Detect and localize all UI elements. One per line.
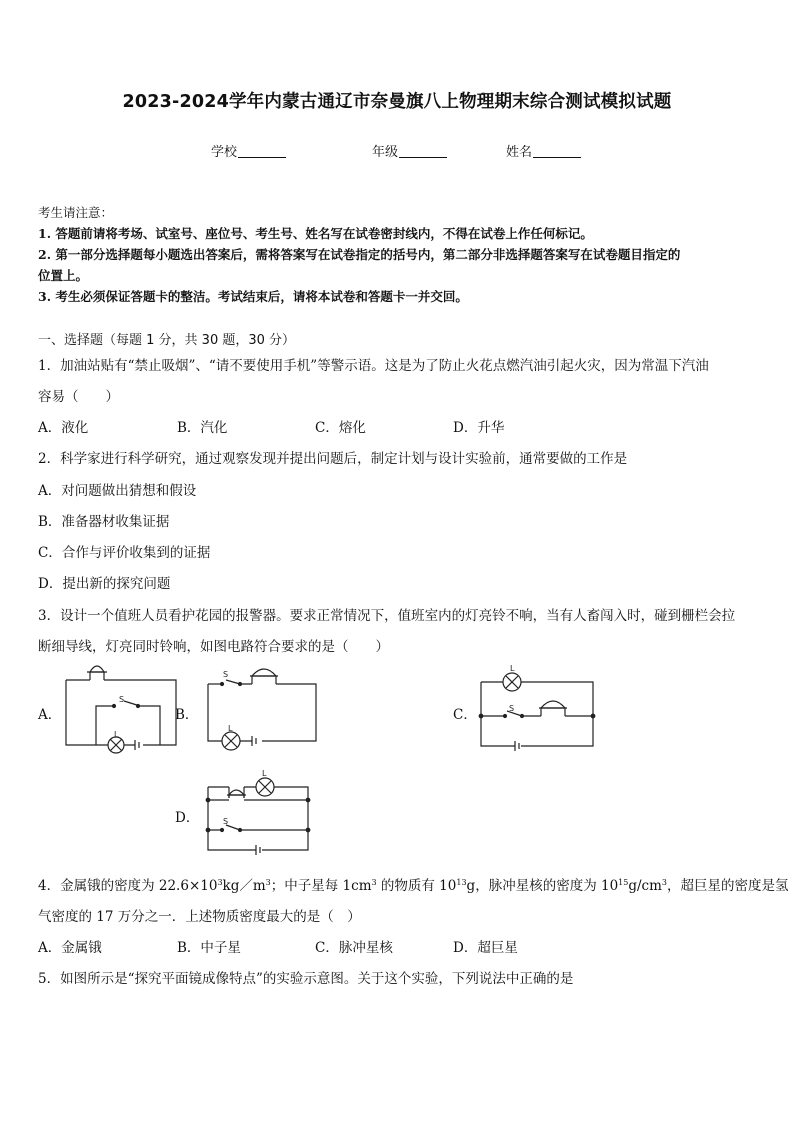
q4-option-b[interactable]: B．中子星 xyxy=(177,940,241,956)
circuit-a-lamp-label: L xyxy=(114,730,119,739)
q4-stem-line2: 气密度的 17 万分之一．上述物质密度最大的是（ ） xyxy=(38,909,361,925)
q5-stem: 5．如图所示是“探究平面镜成像特点”的实验示意图。关于这个实验，下列说法中正确的是 xyxy=(38,971,574,987)
circuit-d-lamp-label: L xyxy=(262,769,267,778)
q3-option-d[interactable]: D． xyxy=(175,810,200,826)
q1-option-a[interactable]: A．液化 xyxy=(38,420,89,436)
notice-heading: 考生请注意： xyxy=(38,205,114,220)
circuit-b-lamp-label: L xyxy=(228,724,233,733)
notice-item-2-cont: 位置上。 xyxy=(38,268,89,283)
circuit-a-switch-label: S xyxy=(119,695,125,704)
school-label: 学校 xyxy=(211,145,238,160)
q4-option-d[interactable]: D．超巨星 xyxy=(453,940,518,956)
q3-option-c[interactable]: C． xyxy=(453,707,477,723)
notice-item-3: 3. 考生必须保证答题卡的整洁。考试结束后，请将本试卷和答题卡一并交回。 xyxy=(38,289,468,304)
q3-stem-line2: 断细导线，灯亮同时铃响，如图电路符合要求的是（ ） xyxy=(38,639,389,655)
q1-option-d[interactable]: D．升华 xyxy=(453,420,505,436)
circuit-b-switch-label: S xyxy=(223,670,229,679)
q3-option-a[interactable]: A． xyxy=(38,707,62,723)
q4-option-a[interactable]: A．金属锇 xyxy=(38,940,102,956)
q2-option-d[interactable]: D．提出新的探究问题 xyxy=(38,576,171,592)
q4-stem-line1: 4．金属锇的密度为 $22.6\times 10^3kg/m^3$；中子星每 $1cm^3$ 的物质有 $10^{13}g$，脉冲星核的密度为 $10^{15}g/cm^3$，超巨星的密度是氢 xyxy=(38,878,789,894)
q2-option-a[interactable]: A．对问题做出猜想和假设 xyxy=(38,483,197,499)
circuit-b[interactable] xyxy=(208,669,316,750)
q3-option-b[interactable]: B． xyxy=(175,707,199,723)
circuit-c-switch-label: S xyxy=(509,704,515,713)
q3-stem-line1: 3．设计一个值班人员看护花园的报警器。要求正常情况下，值班室内的灯亮铃不响，当有人畜闯入时，碰到栅栏会拉 xyxy=(38,608,736,624)
q2-option-c[interactable]: C．合作与评价收集到的证据 xyxy=(38,545,211,561)
page-title: 2023-2024学年内蒙古通辽市奈曼旗八上物理期末综合测试模拟试题 xyxy=(122,92,672,112)
q1-option-b[interactable]: B．汽化 xyxy=(177,420,228,436)
name-label: 姓名 xyxy=(506,145,533,160)
q2-option-b[interactable]: B．准备器材收集证据 xyxy=(38,514,170,530)
circuit-d[interactable] xyxy=(206,778,310,855)
q1-stem-line2: 容易（ ） xyxy=(38,389,119,405)
q2-stem: 2．科学家进行科学研究，通过观察发现并提出问题后，制定计划与设计实验前，通常要做的工作是 xyxy=(38,451,628,467)
q4-option-c[interactable]: C．脉冲星核 xyxy=(315,940,393,956)
q1-stem-line1: 1．加油站贴有“禁止吸烟”、“请不要使用手机”等警示语。这是为了防止火花点燃汽油引起火灾，因为常温下汽油 xyxy=(38,358,709,374)
circuit-c-lamp-label: L xyxy=(510,664,515,673)
notice-item-1: 1. 答题前请将考场、试室号、座位号、考生号、姓名写在试卷密封线内，不得在试卷上作任何标记。 xyxy=(38,226,593,241)
section-heading: 一、选择题（每题 1 分，共 30 题，30 分） xyxy=(38,333,296,348)
circuit-c[interactable] xyxy=(479,673,595,751)
q1-option-c[interactable]: C．熔化 xyxy=(315,420,366,436)
grade-label: 年级 xyxy=(372,145,399,160)
notice-item-2: 2. 第一部分选择题每小题选出答案后，需将答案写在试卷指定的括号内，第二部分非选择题答案写在试卷题目指定的 xyxy=(38,247,681,262)
circuit-a[interactable] xyxy=(66,666,176,753)
circuit-d-switch-label: S xyxy=(223,817,229,826)
